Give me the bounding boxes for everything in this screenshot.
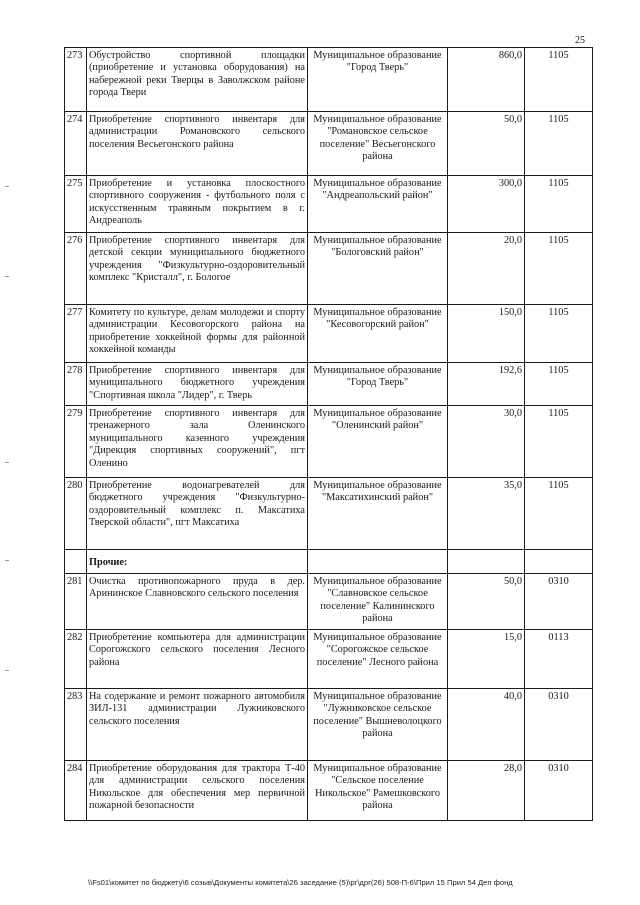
margin-mark — [5, 560, 9, 561]
row-code: 1105 — [525, 478, 593, 550]
table-row — [65, 630, 593, 689]
row-recipient: Муниципальное образование "Андреапольский район" — [308, 176, 448, 233]
table-row — [65, 363, 593, 406]
margin-mark — [5, 462, 9, 463]
section-row — [65, 550, 593, 574]
table-row — [65, 478, 593, 550]
row-description: Приобретение спортивного инвентаря для муниципального бюджетного учреждения "Спортивная школа "Лидер", г. Тверь — [87, 363, 308, 406]
row-amount: 15,0 — [448, 630, 525, 689]
row-amount: 35,0 — [448, 478, 525, 550]
row-code: 1105 — [525, 363, 593, 406]
row-code: 0310 — [525, 761, 593, 821]
row-amount: 860,0 — [448, 48, 525, 112]
row-description: Приобретение водонагревателей для бюджетного учреждения "Физкультурно-оздоровительный комплекс п. Максатиха Тверской области", пгт Максатиха — [87, 478, 308, 550]
row-recipient: Муниципальное образование "Сельское поселение Никольское" Рамешковского района — [308, 761, 448, 821]
row-description: Приобретение спортивного инвентаря для администрации Романовского сельского поселения Весьегонского района — [87, 112, 308, 176]
row-number: 283 — [65, 689, 87, 761]
row-code: 1105 — [525, 176, 593, 233]
row-amount: 50,0 — [448, 112, 525, 176]
row-recipient: Муниципальное образование "Город Тверь" — [308, 363, 448, 406]
file-path-footer: \\Fs01\комитет по бюджету\6 созыв\Документы комитета\26 заседание (5)\рг\дрг(26) 508-П-6\Прил 15 Прил 54 Деп фонд — [88, 878, 513, 887]
section-title: Прочие: — [87, 550, 308, 574]
row-code: 1105 — [525, 406, 593, 478]
row-code: 1105 — [525, 48, 593, 112]
row-amount: 50,0 — [448, 574, 525, 630]
row-description: Обустройство спортивной площадки (приобретение и установка оборудования) на набережной реки Тверцы в Заволжском районе города Твери — [87, 48, 308, 112]
row-description: Очистка противопожарного пруда в дер. Арининское Славновского сельского поселения — [87, 574, 308, 630]
row-code: 1105 — [525, 305, 593, 363]
page-number: 25 — [575, 35, 585, 46]
row-recipient: Муниципальное образование "Город Тверь" — [308, 48, 448, 112]
table-row — [65, 761, 593, 821]
row-number: 276 — [65, 233, 87, 305]
row-amount: 20,0 — [448, 233, 525, 305]
row-amount: 150,0 — [448, 305, 525, 363]
row-number: 275 — [65, 176, 87, 233]
row-code: 1105 — [525, 112, 593, 176]
section-number — [65, 550, 87, 574]
row-amount: 300,0 — [448, 176, 525, 233]
row-code: 0310 — [525, 574, 593, 630]
table-row — [65, 305, 593, 363]
row-description: Приобретение компьютера для администрации Сорогожского сельского поселения Лесного района — [87, 630, 308, 689]
row-recipient: Муниципальное образование "Романовское сельское поселение" Весьегонского района — [308, 112, 448, 176]
margin-mark — [5, 670, 9, 671]
row-description: Комитету по культуре, делам молодежи и спорту администрации Кесовогорского района на приобретение хоккейной формы для районной хоккейной команды — [87, 305, 308, 363]
row-number: 273 — [65, 48, 87, 112]
row-amount: 28,0 — [448, 761, 525, 821]
table-row — [65, 176, 593, 233]
margin-mark — [5, 186, 9, 187]
row-number: 274 — [65, 112, 87, 176]
row-amount: 40,0 — [448, 689, 525, 761]
table-row — [65, 574, 593, 630]
row-recipient: Муниципальное образование "Славновское сельское поселение" Калининского района — [308, 574, 448, 630]
row-description: Приобретение и установка плоскостного спортивного сооружения - футбольного поля с искусственным травяным покрытием в г. Андреаполь — [87, 176, 308, 233]
section-amount — [448, 550, 525, 574]
row-amount: 30,0 — [448, 406, 525, 478]
section-recipient — [308, 550, 448, 574]
row-number: 280 — [65, 478, 87, 550]
row-recipient: Муниципальное образование "Сорогожское сельское поселение" Лесного района — [308, 630, 448, 689]
row-amount: 192,6 — [448, 363, 525, 406]
row-number: 278 — [65, 363, 87, 406]
margin-mark — [5, 276, 9, 277]
table-row — [65, 233, 593, 305]
row-recipient: Муниципальное образование "Оленинский район" — [308, 406, 448, 478]
row-number: 279 — [65, 406, 87, 478]
table-row — [65, 48, 593, 112]
row-recipient: Муниципальное образование "Бологовский район" — [308, 233, 448, 305]
row-number: 277 — [65, 305, 87, 363]
row-description: На содержание и ремонт пожарного автомобиля ЗИЛ-131 администрации Лужниковского сельского поселения — [87, 689, 308, 761]
table-row — [65, 689, 593, 761]
row-description: Приобретение спортивного инвентаря для тренажерного зала Оленинского муниципального казенного учреждения "Дирекция спортивных сооружений", пгт Оленино — [87, 406, 308, 478]
row-description: Приобретение спортивного инвентаря для детской секции муниципального бюджетного учреждения "Физкультурно-оздоровительный комплекс "Кристалл", г. Бологое — [87, 233, 308, 305]
row-number: 281 — [65, 574, 87, 630]
row-recipient: Муниципальное образование "Лужниковское сельское поселение" Вышневолоцкого района — [308, 689, 448, 761]
row-recipient: Муниципальное образование "Кесовогорский район" — [308, 305, 448, 363]
row-recipient: Муниципальное образование "Максатихинский район" — [308, 478, 448, 550]
section-code — [525, 550, 593, 574]
row-code: 1105 — [525, 233, 593, 305]
row-number: 282 — [65, 630, 87, 689]
appropriations-table — [64, 47, 593, 821]
row-description: Приобретение оборудования для трактора Т-40 для администрации сельского поселения Никольское для обеспечения мер первичной пожарной безопасности — [87, 761, 308, 821]
row-code: 0113 — [525, 630, 593, 689]
row-number: 284 — [65, 761, 87, 821]
table-row — [65, 112, 593, 176]
row-code: 0310 — [525, 689, 593, 761]
table-row — [65, 406, 593, 478]
